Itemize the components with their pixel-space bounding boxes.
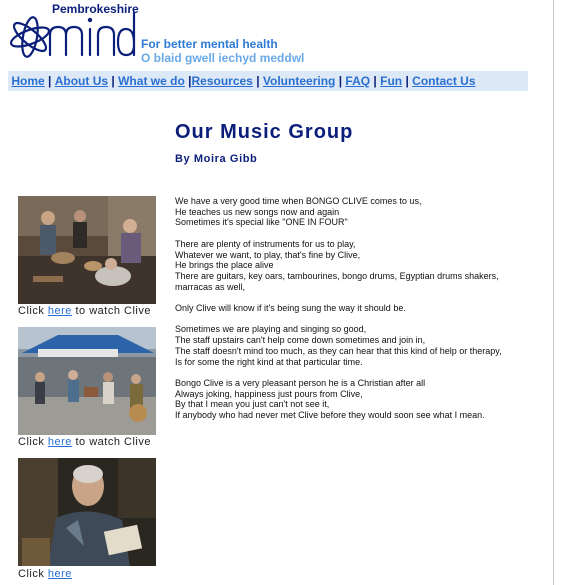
poem-line: There are plenty of instruments for us to play,	[175, 238, 356, 249]
nav-separator: |	[188, 74, 192, 88]
poem-line: Sometimes it's special like "ONE IN FOUR"	[175, 217, 348, 228]
poem-line: Always joking, happiness just pours from Clive,	[175, 388, 363, 399]
poem-line: There are guitars, key oars, tambourines, bongo drums, Egyptian drums shakers,	[175, 270, 499, 281]
page-title: Our Music Group	[175, 121, 354, 143]
watch-link-3[interactable]: here	[47, 568, 72, 580]
poem-line: marracas as well,	[175, 281, 246, 292]
nav-fun[interactable]: Fun	[380, 74, 403, 88]
poem-line: The staff upstairs can't help come down sometimes and join in,	[175, 335, 426, 346]
band-photo-2[interactable]	[18, 327, 156, 435]
nav-about-us[interactable]: About Us	[54, 74, 109, 88]
caption-prefix: Click	[18, 436, 45, 448]
caption-suffix: to watch Clive	[75, 436, 151, 448]
caption-prefix: Click	[18, 305, 45, 317]
poem-line: Whatever we want, to play, that's fine by Clive,	[175, 249, 361, 260]
poem-line: The staff doesn't mind too much, as they can hear that this kind of help or therapy,	[175, 345, 502, 356]
poem-line: He teaches us new songs now and again	[175, 206, 340, 217]
poem-stanza	[175, 303, 535, 314]
nav-separator: |	[111, 74, 115, 88]
nav-separator: |	[373, 74, 377, 88]
singer-photo[interactable]	[18, 458, 156, 566]
nav-separator: |	[338, 74, 343, 88]
poem-line: Bongo Clive is a very pleasant person he is a Christian after all	[175, 377, 426, 388]
poem-text	[175, 196, 535, 431]
poem-line: If anybody who had never met Clive before they would soon see what I mean.	[175, 410, 485, 420]
poem-line: Only Clive will know if it's being sung the way it should be.	[175, 303, 406, 313]
caption-prefix: Click	[18, 568, 45, 580]
poem-line: Is for some the right kind at that particular time.	[175, 356, 363, 367]
nav-home[interactable]: Home	[11, 74, 45, 88]
nav-contact-us[interactable]: Contact Us	[412, 74, 476, 88]
nav-what-we-do[interactable]: What we do	[118, 74, 185, 88]
band-photo-1[interactable]	[18, 196, 156, 304]
photo-caption-1	[18, 305, 151, 317]
poem-stanza	[175, 196, 535, 228]
watch-link-1[interactable]: here	[47, 305, 72, 317]
poem-line: He brings the place alive	[175, 260, 274, 271]
nav-volunteering[interactable]: Volunteering	[262, 74, 336, 88]
main-nav	[8, 71, 528, 91]
poem-line: By that I mean you just can't not see it,	[175, 399, 330, 410]
nav-faq[interactable]: FAQ	[345, 74, 371, 88]
nav-separator: |	[405, 74, 409, 88]
author-byline: By Moira Gibb	[175, 153, 258, 165]
tagline-english: For better mental health	[141, 37, 278, 51]
nav-resources[interactable]: Resources	[191, 74, 253, 88]
photo-caption-2	[18, 436, 151, 448]
nav-separator: |	[256, 74, 260, 88]
poem-stanza	[175, 378, 535, 421]
org-name: Pembrokeshire	[52, 2, 139, 16]
poem-stanza	[175, 239, 535, 293]
poem-line: We have a very good time when BONGO CLIVE comes to us,	[175, 196, 422, 206]
nav-separator: |	[48, 74, 52, 88]
photo-caption-3	[18, 568, 72, 580]
watch-link-2[interactable]: here	[47, 436, 72, 448]
poem-stanza	[175, 324, 535, 367]
poem-line: Sometimes we are playing and singing so good,	[175, 324, 367, 335]
tagline-welsh: O blaid gwell iechyd meddwl	[141, 51, 305, 65]
caption-suffix: to watch Clive	[75, 305, 151, 317]
